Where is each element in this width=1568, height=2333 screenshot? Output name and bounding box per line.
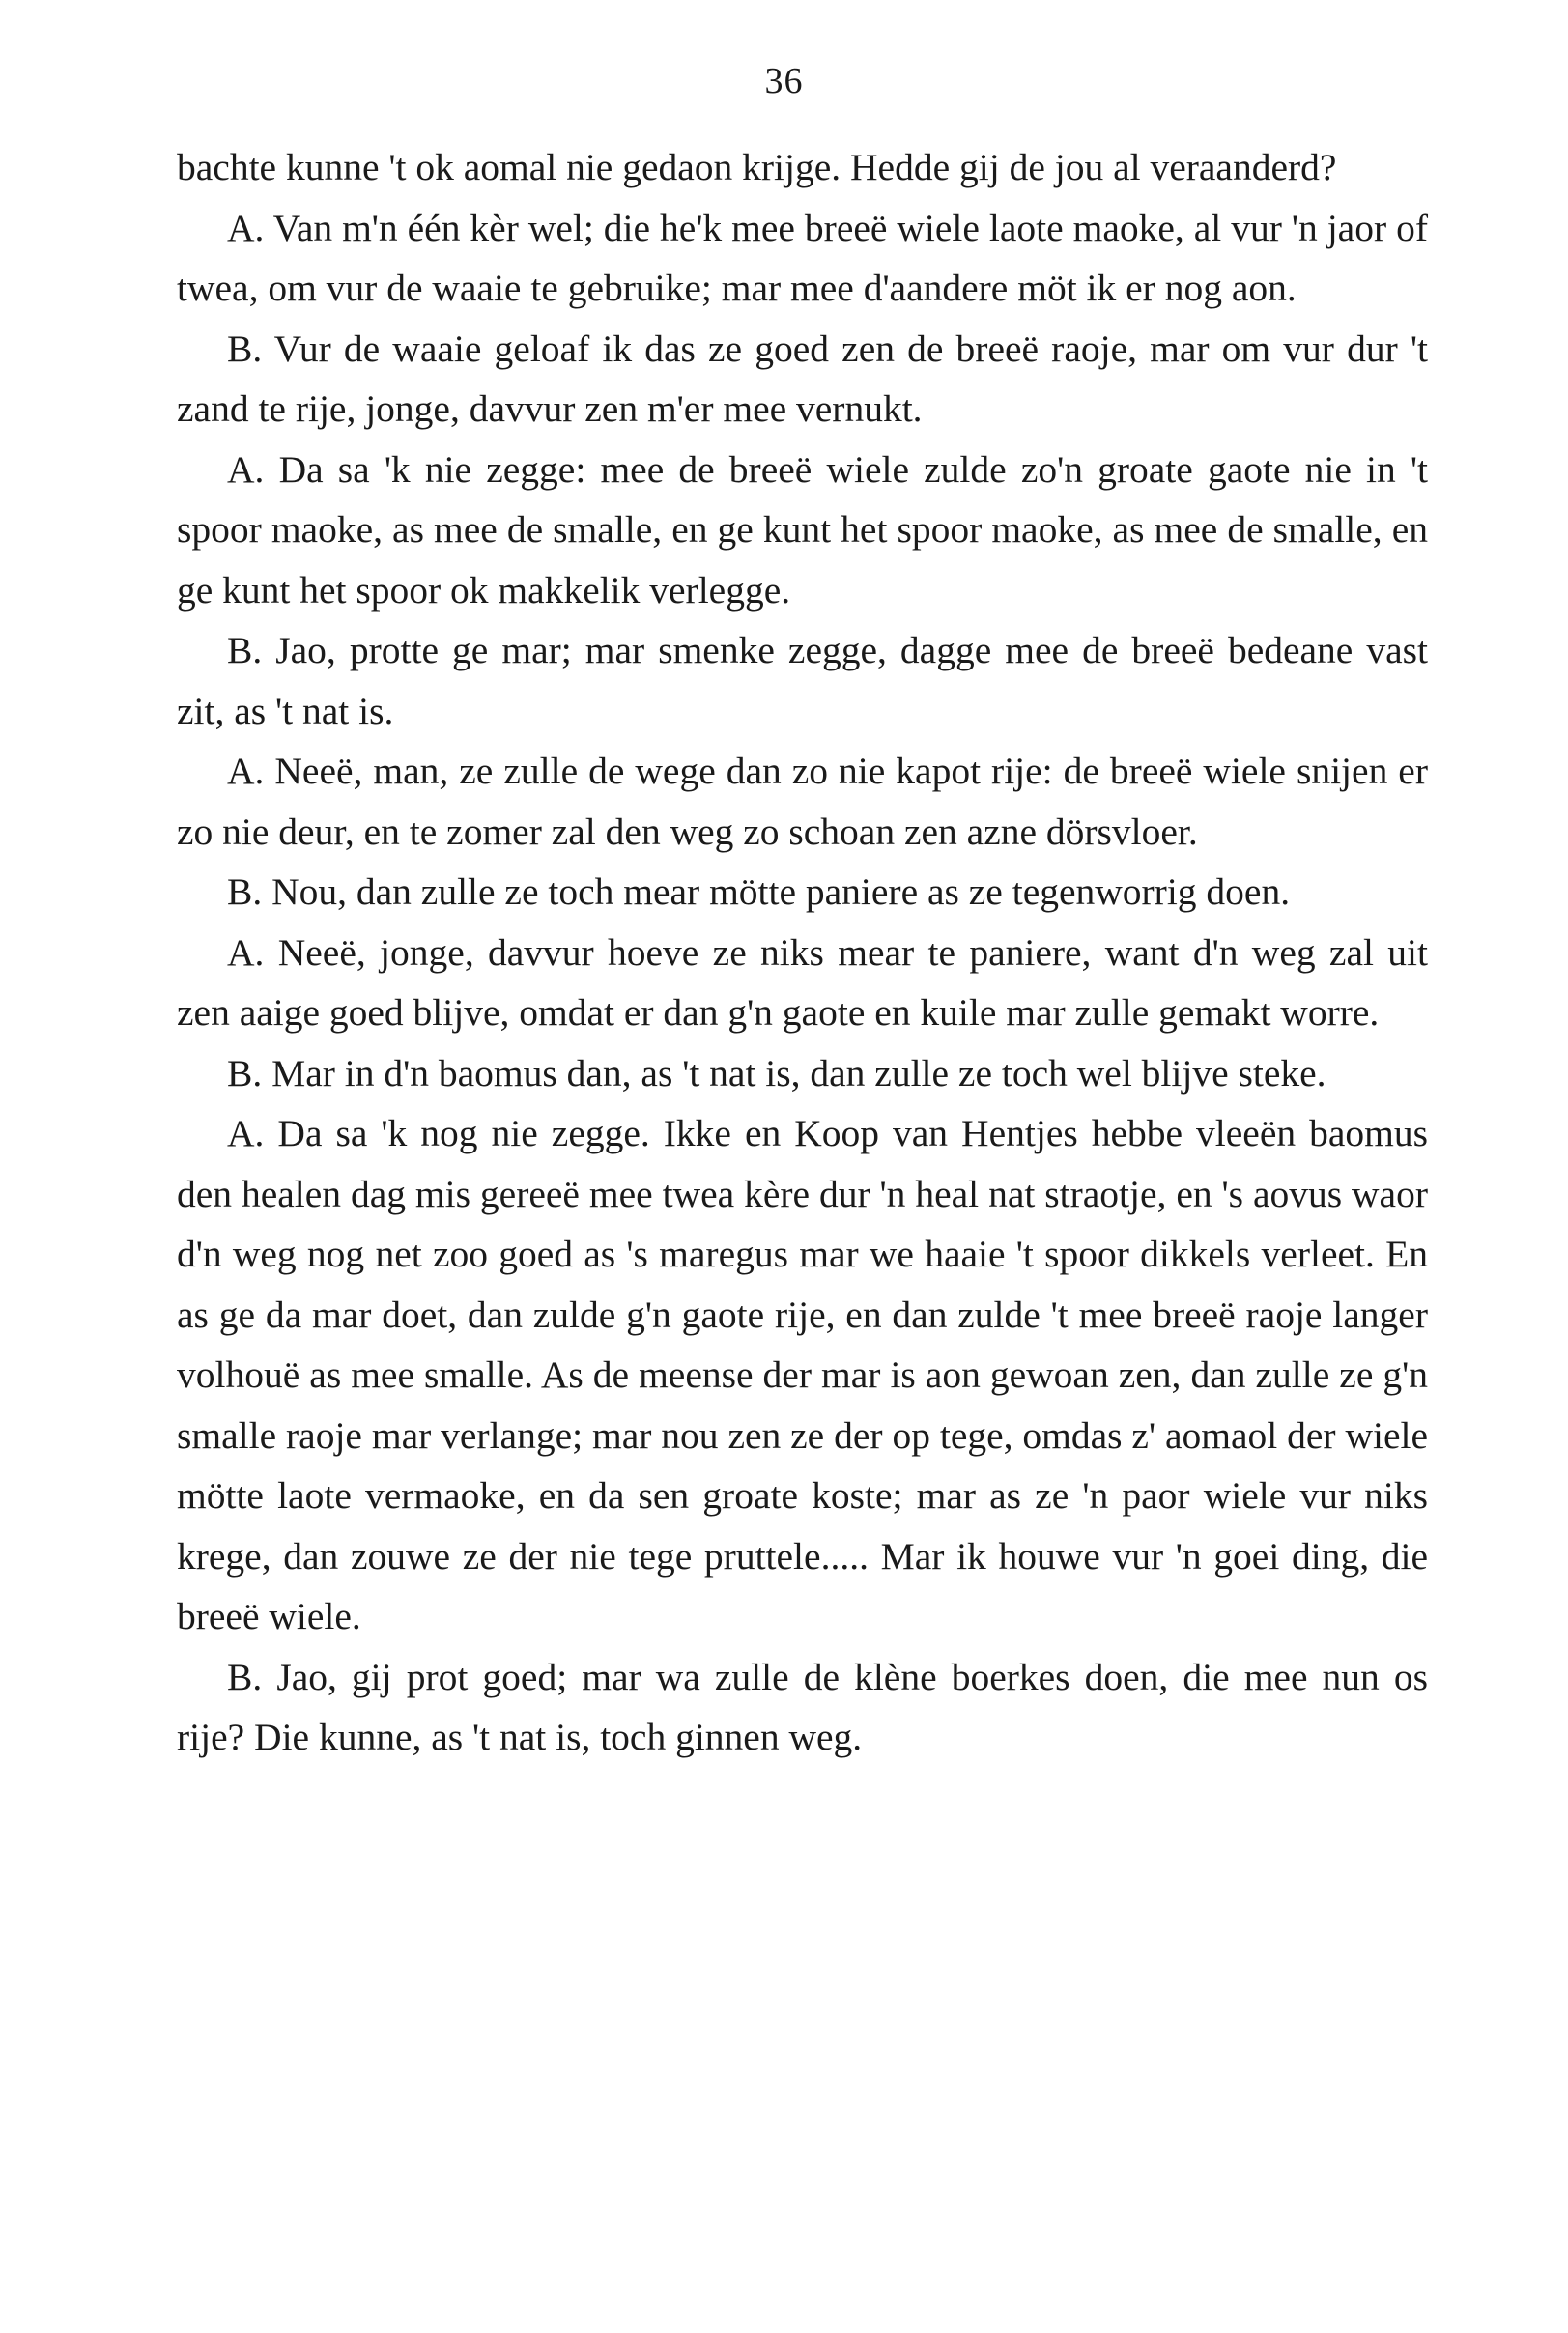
speaker-label: A.	[227, 1112, 265, 1154]
paragraph-text: Neeë, jonge, davvur hoeve ze niks mear te paniere, want d'n weg zal uit zen aaige goed blijve, omdat er dan g'n gaote en kuile mar zulle gemakt worre.	[177, 930, 1428, 1034]
dialogue-text	[177, 137, 1428, 1768]
paragraph-dialogue	[177, 923, 1428, 1043]
speaker-label: A.	[227, 447, 265, 491]
paragraph-text: Da sa 'k nie zegge: mee de breeë wiele zulde zo'n groate gaote nie in 't spoor maoke, as mee de smalle, en ge kunt het spoor maoke, as mee de smalle, en ge kunt het spoor ok makkelik verlegge.	[177, 447, 1428, 612]
paragraph-dialogue	[177, 741, 1428, 862]
paragraph-dialogue	[177, 198, 1428, 319]
paragraph-text: Nou, dan zulle ze toch mear mötte paniere as ze tegenworrig doen.	[271, 870, 1291, 913]
paragraph-text: Da sa 'k nog nie zegge. Ikke en Koop van Hentjes hebbe vleeën baomus den healen dag mis gereeë mee twea kère dur 'n heal nat straotje, en 's aovus waor d'n weg nog net zoo goed as 's maregus mar we haaie 't spoor dikkels verleet. En as ge da mar doet, dan zulde g'n gaote rije, en dan zulde 't mee breeë raoje langer volhouë as mee smalle. As de meense der mar is aon gewoan zen, dan zulle ze g'n smalle raoje mar verlange; mar nou zen ze der op tege, omdas z' aomaol der wiele mötte laote vermaoke, en da sen groate koste; mar as ze 'n paor wiele vur niks krege, dan zouwe ze der nie tege pruttele..... Mar ik houwe vur 'n goei ding, die breeë wiele.	[177, 1112, 1428, 1637]
paragraph-text: Jao, gij prot goed; mar wa zulle de klène boerkes doen, die mee nun os rije? Die kunne, as 't nat is, toch ginnen weg.	[177, 1655, 1429, 1758]
paragraph-text: Jao, protte ge mar; mar smenke zegge, dagge mee de breeë bedeane vast zit, as 't nat is.	[177, 629, 1429, 732]
paragraph-text: Vur de waaie geloaf ik das ze goed zen de breeë raoje, mar om vur dur 't zand te rije, jonge, davvur zen m'er mee vernukt.	[177, 327, 1428, 430]
paragraph-text: bachte kunne 't ok aomal nie gedaon krijge. Hedde gij de jou al veraanderd?	[177, 146, 1337, 188]
paragraph-text: Mar in d'n baomus dan, as 't nat is, dan zulle ze toch wel blijve steke.	[271, 1051, 1326, 1095]
paragraph-dialogue	[177, 1103, 1428, 1647]
speaker-label: B.	[227, 870, 263, 913]
speaker-label: A.	[227, 930, 265, 974]
speaker-label: A.	[227, 750, 265, 792]
speaker-label: A.	[227, 206, 265, 249]
paragraph-text: Neeë, man, ze zulle de wege dan zo nie kapot rije: de breeë wiele snijen er zo nie deur, en te zomer zal den weg zo schoan zen azne dörsvloer.	[177, 750, 1428, 853]
paragraph-text: Van m'n één kèr wel; die he'k mee breeë wiele laote maoke, al vur 'n jaor of twea, om vur de waaie te gebruike; mar mee d'aandere möt ik er nog aon.	[177, 206, 1428, 309]
paragraph-dialogue	[177, 440, 1428, 621]
paragraph-dialogue	[177, 319, 1428, 440]
page-number: 36	[764, 61, 804, 101]
paragraph-dialogue	[177, 862, 1428, 923]
paragraph-continuation	[177, 137, 1428, 198]
speaker-label: B.	[227, 1051, 263, 1095]
paragraph-dialogue	[177, 620, 1428, 741]
paragraph-dialogue	[177, 1043, 1428, 1104]
speaker-label: B.	[227, 327, 263, 370]
speaker-label: B.	[227, 629, 263, 671]
speaker-label: B.	[227, 1655, 263, 1698]
paragraph-dialogue	[177, 1647, 1428, 1768]
